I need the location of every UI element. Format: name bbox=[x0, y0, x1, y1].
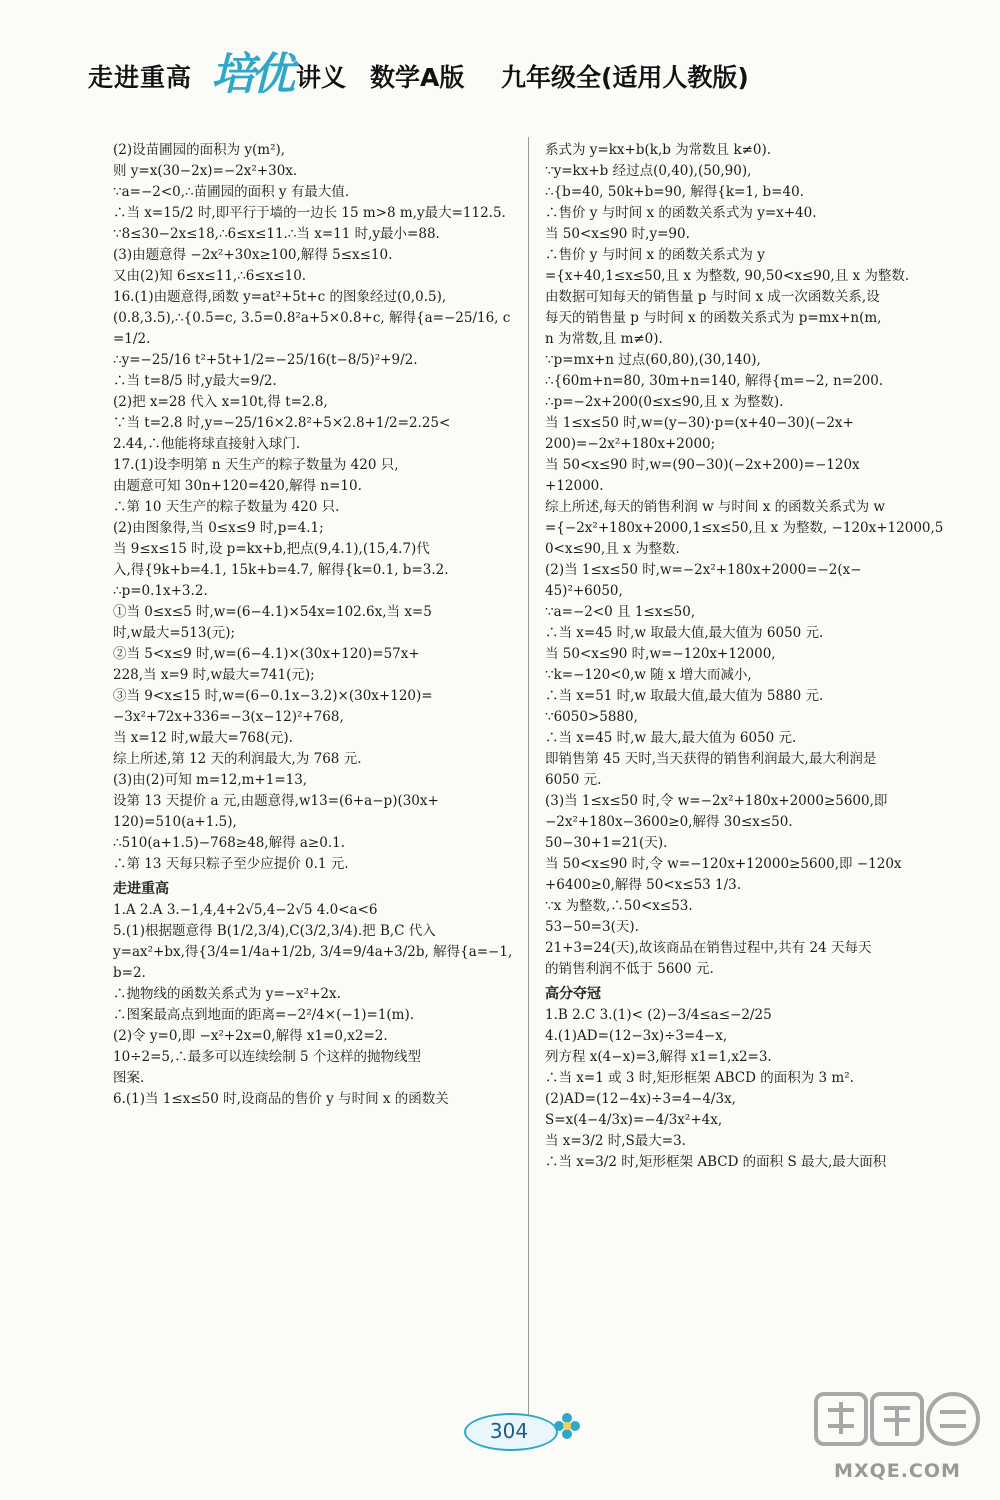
text-line: (2)AD=(12−4x)÷3=4−4/3x, bbox=[545, 1091, 736, 1107]
text-line: 每天的销售量 p 与时间 x 的函数关系式为 p=mx+n(m, bbox=[545, 310, 882, 326]
text-line: 53−50=3(天). bbox=[545, 919, 639, 935]
page-footer bbox=[464, 1405, 589, 1450]
text-line: 又由(2)知 6≤x≤11,∴6≤x≤10. bbox=[113, 268, 307, 284]
text-line: ∴图案最高点到地面的距离=−2²/4×(−1)=1(m). bbox=[113, 1007, 415, 1023]
text-line: ∴510(a+1.5)−768≥48,解得 a≥0.1. bbox=[113, 835, 345, 851]
book-logo: 培优 bbox=[211, 49, 291, 100]
text-line: 200)=−2x²+180x+2000; bbox=[545, 436, 716, 452]
text-line: 当 1≤x≤50 时,w=(y−30)·p=(x+40−30)(−2x+ bbox=[545, 415, 854, 431]
text-line: 设第 13 天提价 a 元,由题意得,w13=(6+a−p)(30x+ bbox=[113, 793, 439, 809]
text-line: ∴当 x=45 时,w 取最大值,最大值为 6050 元. bbox=[545, 625, 824, 641]
text-line: 6050 元. bbox=[545, 772, 602, 788]
text-line: 120)=510(a+1.5), bbox=[113, 814, 237, 830]
page-header bbox=[88, 50, 928, 100]
text-line: ∴当 x=3/2 时,矩形框架 ABCD 的面积 S 最大,最大面积 bbox=[545, 1154, 887, 1170]
text-line: ∴当 x=45 时,w 最大,最大值为 6050 元. bbox=[545, 730, 797, 746]
text-line: S=x(4−4/3x)=−4/3x²+4x, bbox=[545, 1112, 723, 1128]
text-line: n 为常数,且 m≠0). bbox=[545, 331, 663, 347]
text-line: ③当 9<x≤15 时,w=(6−0.1x−3.2)×(30x+120)= bbox=[113, 688, 433, 704]
text-line: ∴第 13 天每只粽子至少应提价 0.1 元. bbox=[113, 856, 349, 872]
text-line: 1.B 2.C 3.(1)< (2)−3/4≤a≤−2/25 bbox=[545, 1007, 772, 1023]
text-line: (0.8,3.5),∴{0.5=c, 3.5=0.8²a+5×0.8+c, 解得{a=−25/16, c=1/2. bbox=[113, 310, 511, 347]
text-line: ={x+40,1≤x≤50,且 x 为整数, 90,50<x≤90,且 x 为整数. bbox=[545, 268, 910, 284]
book-subject: 数学A版 bbox=[370, 63, 465, 92]
text-line: ∵k=−120<0,w 随 x 增大而减小, bbox=[545, 667, 752, 683]
text-line: 当 50<x≤90 时,w=(90−30)(−2x+200)=−120x bbox=[545, 457, 860, 473]
column-divider bbox=[528, 137, 529, 1437]
text-line: 高分夺冠 bbox=[545, 986, 601, 1002]
text-line: ∴第 10 天生产的粽子数量为 420 只. bbox=[113, 499, 340, 515]
text-line: 当 50<x≤90 时,y=90. bbox=[545, 226, 690, 242]
text-line: 17.(1)设李明第 n 天生产的粽子数量为 420 只, bbox=[113, 457, 399, 473]
text-line: ∴p=−2x+200(0≤x≤90,且 x 为整数). bbox=[545, 394, 784, 410]
text-line: (3)当 1≤x≤50 时,令 w=−2x²+180x+2000≥5600,即 bbox=[545, 793, 888, 809]
text-line: −2x²+180x−3600≥0,解得 30≤x≤50. bbox=[545, 814, 793, 830]
watermark-domain: MXQE.COM bbox=[834, 1460, 961, 1482]
text-line: 当 x=12 时,w最大=768(元). bbox=[113, 730, 293, 746]
text-line: (3)由(2)可知 m=12,m+1=13, bbox=[113, 772, 308, 788]
watermark bbox=[810, 1388, 985, 1488]
text-line: 45)²+6050, bbox=[545, 583, 623, 599]
book-grade: 九年级全(适用人教版) bbox=[501, 63, 749, 92]
text-line: ∵y=kx+b 经过点(0,40),(50,90), bbox=[545, 163, 752, 179]
book-label: 讲义 bbox=[296, 63, 347, 92]
text-line: ∵当 t=2.8 时,y=−25/16×2.8²+5×2.8+1/2=2.25< bbox=[113, 415, 451, 431]
left-column bbox=[113, 140, 518, 1110]
text-line: ∵8≤30−2x≤18,∴6≤x≤11.∴当 x=11 时,y最小=88. bbox=[113, 226, 440, 242]
text-line: ∵p=mx+n 过点(60,80),(30,140), bbox=[545, 352, 761, 368]
text-line: ∵a=−2<0,∴苗圃园的面积 y 有最大值. bbox=[113, 184, 350, 200]
text-line: 21+3=24(天),故该商品在销售过程中,共有 24 天每天 bbox=[545, 940, 872, 956]
text-line: 的销售利润不低于 5600 元. bbox=[545, 961, 714, 977]
text-line: +12000. bbox=[545, 478, 604, 494]
text-line: 50−30+1=21(天). bbox=[545, 835, 668, 851]
text-line: 综上所述,第 12 天的利润最大,为 768 元. bbox=[113, 751, 362, 767]
text-line: 5.(1)根据题意得 B(1/2,3/4),C(3/2,3/4).把 B,C 代入 bbox=[113, 923, 436, 939]
text-line: 当 50<x≤90 时,w=−120x+12000, bbox=[545, 646, 776, 662]
text-line: ∴当 t=8/5 时,y最大=9/2. bbox=[113, 373, 277, 389]
text-line: ①当 0≤x≤5 时,w=(6−4.1)×54x=102.6x,当 x=5 bbox=[113, 604, 432, 620]
book-brand: 走进重高 bbox=[88, 63, 193, 92]
text-line: ∴售价 y 与时间 x 的函数关系式为 y=x+40. bbox=[545, 205, 817, 221]
text-line: −3x²+72x+336=−3(x−12)²+768, bbox=[113, 709, 344, 725]
text-line: 入,得{9k+b=4.1, 15k+b=4.7, 解得{k=0.1, b=3.2. bbox=[113, 562, 449, 578]
text-line: 10÷2=5,∴最多可以连续绘制 5 个这样的抛物线型 bbox=[113, 1049, 421, 1065]
text-line: 1.A 2.A 3.−1,4,4+2√5,4−2√5 4.0<a<6 bbox=[113, 902, 378, 918]
text-line: ∴y=−25/16 t²+5t+1/2=−25/16(t−8/5)²+9/2. bbox=[113, 352, 418, 368]
text-line: 则 y=x(30−2x)=−2x²+30x. bbox=[113, 163, 298, 179]
watermark-logo-icon bbox=[810, 1388, 985, 1458]
text-line: ∵a=−2<0 且 1≤x≤50, bbox=[545, 604, 696, 620]
text-line: 走进重高 bbox=[113, 881, 169, 897]
text-line: 列方程 x(4−x)=3,解得 x1=1,x2=3. bbox=[545, 1049, 772, 1065]
text-line: 当 50<x≤90 时,令 w=−120x+12000≥5600,即 −120x bbox=[545, 856, 902, 872]
text-line: 当 9≤x≤15 时,设 p=kx+b,把点(9,4.1),(15,4.7)代 bbox=[113, 541, 430, 557]
text-line: ∵x 为整数,∴50<x≤53. bbox=[545, 898, 693, 914]
text-line: 228,当 x=9 时,w最大=741(元); bbox=[113, 667, 315, 683]
text-line: y=ax²+bx,得{3/4=1/4a+1/2b, 3/4=9/4a+3/2b, 解得{a=−1, b=2. bbox=[113, 944, 517, 981]
text-line: (2)设苗圃园的面积为 y(m²), bbox=[113, 142, 286, 158]
text-line: 综上所述,每天的销售利润 w 与时间 x 的函数关系式为 w bbox=[545, 499, 885, 515]
text-line: ={−2x²+180x+2000,1≤x≤50,且 x 为整数, −120x+12000,50<x≤90,且 x 为整数. bbox=[545, 520, 944, 557]
text-line: (2)令 y=0,即 −x²+2x=0,解得 x1=0,x2=2. bbox=[113, 1028, 388, 1044]
text-line: ∴售价 y 与时间 x 的函数关系式为 y bbox=[545, 247, 765, 263]
right-column bbox=[545, 140, 950, 1173]
text-line: 时,w最大=513(元); bbox=[113, 625, 236, 641]
text-line: 图案. bbox=[113, 1070, 145, 1086]
text-line: ∴{b=40, 50k+b=90, 解得{k=1, b=40. bbox=[545, 184, 804, 200]
text-line: ②当 5<x≤9 时,w=(6−4.1)×(30x+120)=57x+ bbox=[113, 646, 420, 662]
text-line: ∴p=0.1x+3.2. bbox=[113, 583, 208, 599]
text-line: 2.44,∴他能将球直接射入球门. bbox=[113, 436, 301, 452]
text-line: ∴{60m+n=80, 30m+n=140, 解得{m=−2, n=200. bbox=[545, 373, 884, 389]
text-line: ∴抛物线的函数关系式为 y=−x²+2x. bbox=[113, 986, 341, 1002]
flower-icon bbox=[552, 1411, 582, 1441]
text-line: +6400≥0,解得 50<x≤53 1/3. bbox=[545, 877, 742, 893]
text-line: (2)当 1≤x≤50 时,w=−2x²+180x+2000=−2(x− bbox=[545, 562, 862, 578]
text-line: 由题意可知 30n+120=420,解得 n=10. bbox=[113, 478, 362, 494]
text-line: (3)由题意得 −2x²+30x≥100,解得 5≤x≤10. bbox=[113, 247, 393, 263]
text-line: 由数据可知每天的销售量 p 与时间 x 成一次函数关系,设 bbox=[545, 289, 880, 305]
text-line: 16.(1)由题意得,函数 y=at²+5t+c 的图象经过(0,0.5), bbox=[113, 289, 447, 305]
text-line: ∵6050>5880, bbox=[545, 709, 638, 725]
text-line: 系式为 y=kx+b(k,b 为常数且 k≠0). bbox=[545, 142, 772, 158]
text-line: ∴当 x=51 时,w 取最大值,最大值为 5880 元. bbox=[545, 688, 824, 704]
text-line: 即销售第 45 天时,当天获得的销售利润最大,最大利润是 bbox=[545, 751, 877, 767]
text-line: 当 x=3/2 时,S最大=3. bbox=[545, 1133, 686, 1149]
text-line: ∴当 x=15/2 时,即平行于墙的一边长 15 m>8 m,y最大=112.5. bbox=[113, 205, 506, 221]
text-line: (2)把 x=28 代入 x=10t,得 t=2.8, bbox=[113, 394, 328, 410]
text-line: ∴当 x=1 或 3 时,矩形框架 ABCD 的面积为 3 m². bbox=[545, 1070, 854, 1086]
text-line: 6.(1)当 1≤x≤50 时,设商品的售价 y 与时间 x 的函数关 bbox=[113, 1091, 449, 1107]
text-line: (2)由图象得,当 0≤x≤9 时,p=4.1; bbox=[113, 520, 324, 536]
page-number: 304 bbox=[489, 1419, 529, 1443]
text-line: 4.(1)AD=(12−3x)÷3=4−x, bbox=[545, 1028, 728, 1044]
